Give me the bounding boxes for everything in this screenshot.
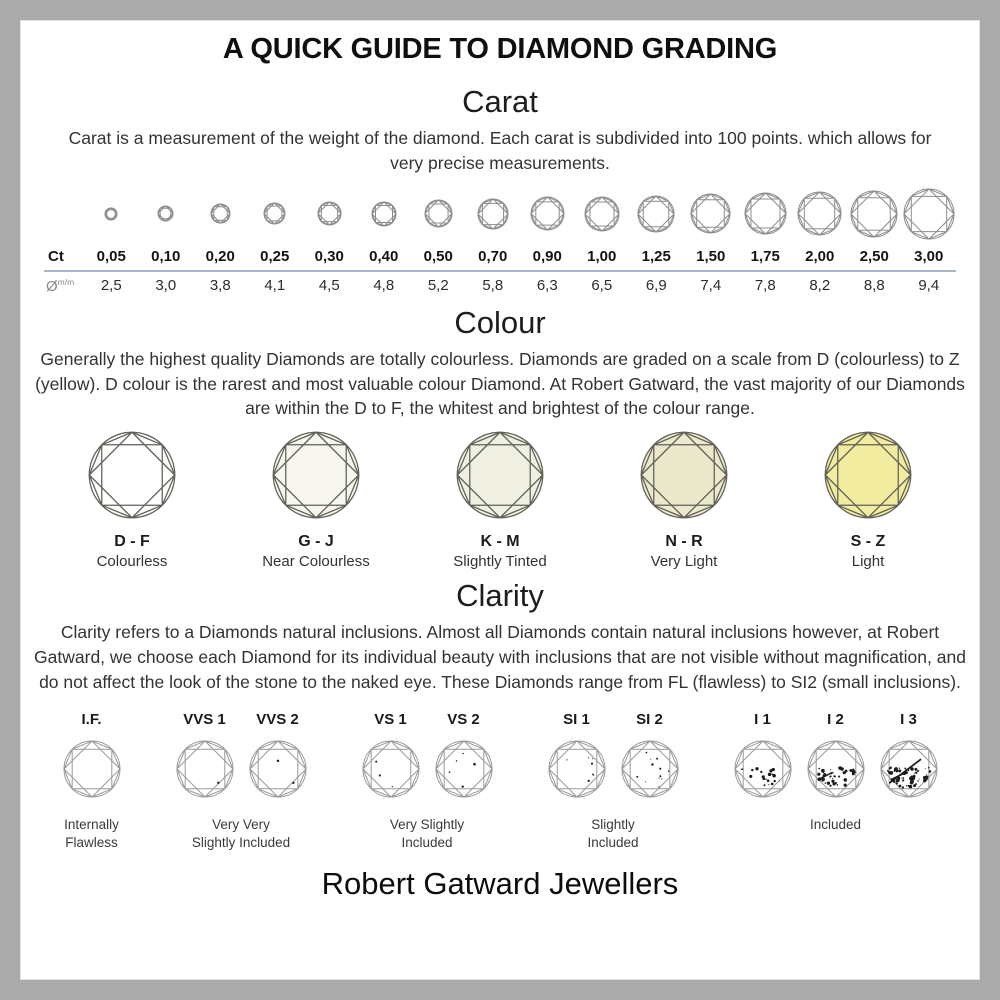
diamond-icon (176, 740, 234, 798)
carat-ct-value: 1,00 (587, 247, 617, 265)
clarity-grade-label: SI 2 (636, 710, 663, 728)
colour-grade-item (57, 431, 207, 570)
carat-diamond-cell (248, 186, 303, 242)
clarity-grade-label: I 3 (900, 710, 917, 728)
carat-ct-value: 0,20 (205, 247, 235, 265)
carat-ct-value: 0,10 (151, 247, 181, 265)
guide-page (20, 20, 980, 980)
diameter-symbol: Ø (46, 277, 58, 295)
diamond-icon (263, 202, 286, 225)
clarity-grade-label: I 1 (754, 710, 771, 728)
clarity-cells (168, 711, 314, 803)
clarity-diamond (427, 740, 500, 803)
carat-mm-value: 8,2 (809, 277, 831, 295)
clarity-description-line: Flawless (65, 834, 118, 850)
clarity-diamond (613, 740, 686, 803)
carat-ct-value: 0,25 (260, 247, 290, 265)
clarity-description-line: Internally (64, 816, 119, 832)
carat-diamond-cell (629, 186, 684, 242)
carat-mm-value: 5,8 (482, 277, 504, 295)
carat-diamond-cell (738, 186, 793, 242)
carat-mm-value: 8,8 (863, 277, 885, 295)
carat-ct-value: 0,05 (96, 247, 126, 265)
clarity-grade-label: SI 1 (563, 710, 590, 728)
diamond-icon (690, 193, 731, 234)
diamond-icon (734, 740, 792, 798)
carat-diamond-cell (193, 186, 248, 242)
clarity-description-line: Very Very (212, 816, 270, 832)
clarity-grade-label: VVS 1 (183, 710, 226, 728)
carat-diamond-cell (357, 186, 412, 242)
diamond-icon (640, 431, 728, 519)
diamond-icon (157, 205, 174, 222)
colour-name-label: Light (851, 553, 885, 571)
colour-description: Generally the highest quality Diamonds are totally colourless. Diamonds are graded on a scale from D (colourless) to Z (yellow). D colour is the rarest and most valuable colour Diamond. At Robert Gatward, the vast majority of our Diamonds are within the D to F, the whitest and brightest of the colour range. (35, 348, 965, 419)
clarity-group-description (726, 816, 945, 834)
carat-diamond-cell (793, 186, 848, 242)
carat-mm-row-label (44, 272, 84, 297)
carat-diamond-cell (847, 186, 902, 242)
carat-mm-value: 9,4 (918, 277, 940, 295)
carat-ct-value: 0,30 (314, 247, 344, 265)
clarity-diamond (55, 740, 128, 803)
colour-heading: Colour (454, 304, 546, 340)
clarity-grade-label: VS 2 (447, 710, 480, 728)
clarity-group-description (354, 816, 500, 852)
colour-grade-item (609, 431, 759, 570)
colour-name-label: Very Light (650, 553, 718, 571)
diamond-icon (63, 740, 121, 798)
colour-range-label: K - M (480, 533, 520, 551)
colour-section (21, 305, 979, 571)
colour-diamond (241, 431, 391, 524)
clarity-description-line: Included (809, 816, 862, 832)
colour-diamond (57, 431, 207, 524)
clarity-diamond (799, 740, 872, 803)
carat-diamond-cell (684, 186, 739, 242)
clarity-grade-label: VS 1 (374, 710, 407, 728)
clarity-group (354, 711, 500, 852)
diamond-icon (362, 740, 420, 798)
clarity-diamond (540, 740, 613, 803)
carat-mm-value: 7,4 (700, 277, 722, 295)
page-title: A QUICK GUIDE TO DIAMOND GRADING (222, 33, 778, 65)
carat-ct-value: 1,75 (750, 247, 780, 265)
carat-diamond-cell (466, 186, 521, 242)
brand-footer: Robert Gatward Jewellers (321, 866, 679, 902)
carat-section (21, 84, 979, 297)
colour-range-label: S - Z (850, 533, 886, 551)
carat-mm-value: 4,5 (318, 277, 340, 295)
mm-unit: m/m (57, 276, 75, 287)
diamond-icon (903, 188, 955, 240)
carat-mm-value: 6,3 (536, 277, 558, 295)
colour-grade-item (425, 431, 575, 570)
carat-diamond-spacer (44, 186, 84, 242)
diamond-icon (744, 192, 787, 235)
diamond-icon (477, 198, 509, 230)
clarity-grade-cell (613, 711, 686, 803)
carat-diamond-cell (411, 186, 466, 242)
clarity-cells (354, 711, 500, 803)
clarity-grade-cell (799, 711, 872, 803)
colour-name-label: Slightly Tinted (453, 553, 547, 571)
carat-table (44, 186, 956, 297)
diamond-icon (272, 431, 360, 519)
clarity-diamond (241, 740, 314, 803)
diamond-icon (850, 190, 898, 238)
colour-range-label: N - R (665, 533, 703, 551)
clarity-description: Clarity refers to a Diamonds natural inclusions. Almost all Diamonds contain natural inclusions however, at Robert Gatward, we choose each Diamond for its individual beauty with inclusions that are not visible without magnification, and do not affect the look of the stone to the naked eye. These Diamonds range from FL (flawless) to SI2 (small inclusions). (34, 622, 966, 692)
colour-name-label: Colourless (96, 553, 168, 571)
carat-ct-value: 2,50 (859, 247, 889, 265)
clarity-grade-cell (540, 711, 613, 803)
diamond-icon (371, 201, 397, 227)
carat-mm-value: 3,0 (155, 277, 177, 295)
colour-range-label: G - J (298, 533, 334, 551)
carat-ct-value: 1,50 (696, 247, 726, 265)
diamond-icon (637, 195, 675, 233)
carat-diamond-cell (520, 186, 575, 242)
diamond-icon (424, 199, 453, 228)
clarity-group (726, 711, 945, 834)
clarity-grade-cell (872, 711, 945, 803)
diamond-icon (104, 207, 118, 221)
clarity-grade-cell (726, 711, 799, 803)
clarity-description-line: Slightly (591, 816, 635, 832)
colour-grade-item (793, 431, 943, 570)
carat-heading: Carat (462, 84, 538, 119)
carat-diamond-cell (902, 186, 957, 242)
clarity-group (168, 711, 314, 852)
clarity-group (540, 711, 686, 852)
clarity-grade-cell (427, 711, 500, 803)
carat-ct-value: 0,40 (369, 247, 399, 265)
diamond-icon (807, 740, 865, 798)
diamond-icon (548, 740, 606, 798)
carat-mm-value: 2,5 (100, 277, 122, 295)
colour-diamond (793, 431, 943, 524)
clarity-grade-cell (168, 711, 241, 803)
carat-mm-value: 6,5 (591, 277, 613, 295)
carat-diamond-cell (302, 186, 357, 242)
clarity-description-line: Very Slightly (389, 816, 465, 832)
clarity-group-description (55, 816, 128, 852)
clarity-description-line: Slightly Included (191, 834, 291, 850)
carat-ct-value: 0,70 (478, 247, 508, 265)
colour-grade-row (57, 431, 943, 570)
carat-ct-value: 2,00 (805, 247, 835, 265)
carat-diamond-cell (84, 186, 139, 242)
clarity-diamond (872, 740, 945, 803)
diamond-icon (797, 191, 842, 236)
carat-mm-value: 4,8 (373, 277, 395, 295)
diamond-icon (824, 431, 912, 519)
colour-grade-item (241, 431, 391, 570)
colour-diamond (425, 431, 575, 524)
clarity-section (21, 578, 979, 852)
carat-ct-value: 3,00 (914, 247, 944, 265)
clarity-diamond (168, 740, 241, 803)
diamond-icon (317, 201, 342, 226)
clarity-grade-cell (55, 711, 128, 803)
clarity-description-line: Included (401, 834, 453, 850)
clarity-cells (55, 711, 128, 803)
diamond-icon (456, 431, 544, 519)
clarity-diamond (354, 740, 427, 803)
clarity-grade-cell (241, 711, 314, 803)
diamond-icon (210, 203, 231, 224)
diamond-icon (88, 431, 176, 519)
clarity-diamond (726, 740, 799, 803)
clarity-cells (726, 711, 945, 803)
clarity-heading: Clarity (456, 578, 544, 614)
diamond-icon (584, 196, 620, 232)
colour-diamond (609, 431, 759, 524)
diamond-icon (435, 740, 493, 798)
clarity-group (55, 711, 128, 852)
carat-ct-value: 0,50 (423, 247, 453, 265)
clarity-grade-cell (354, 711, 427, 803)
carat-diamond-cell (139, 186, 194, 242)
carat-mm-value: 7,8 (754, 277, 776, 295)
clarity-grade-label: I.F. (81, 710, 102, 728)
carat-ct-value: 1,25 (641, 247, 671, 265)
clarity-grade-label: I 2 (827, 710, 844, 728)
carat-mm-value: 4,1 (264, 277, 286, 295)
carat-mm-value: 5,2 (427, 277, 449, 295)
carat-ct-value: 0,90 (532, 247, 562, 265)
carat-mm-value: 6,9 (645, 277, 667, 295)
diamond-icon (530, 196, 565, 231)
clarity-grade-label: VVS 2 (256, 710, 299, 728)
colour-name-label: Near Colourless (262, 553, 370, 571)
colour-range-label: D - F (114, 533, 150, 551)
carat-diamond-cell (575, 186, 630, 242)
carat-ct-row-label: Ct (48, 247, 64, 265)
diamond-icon (621, 740, 679, 798)
clarity-group-description (540, 816, 686, 852)
clarity-grade-row (21, 711, 979, 852)
clarity-group-description (168, 816, 314, 852)
carat-mm-value: 3,8 (209, 277, 231, 295)
diamond-icon (249, 740, 307, 798)
carat-description: Carat is a measurement of the weight of the diamond. Each carat is subdivided into 100 points. which allows for very precise measurements. (68, 128, 932, 173)
clarity-description-line: Included (587, 834, 639, 850)
diamond-icon (880, 740, 938, 798)
clarity-cells (540, 711, 686, 803)
